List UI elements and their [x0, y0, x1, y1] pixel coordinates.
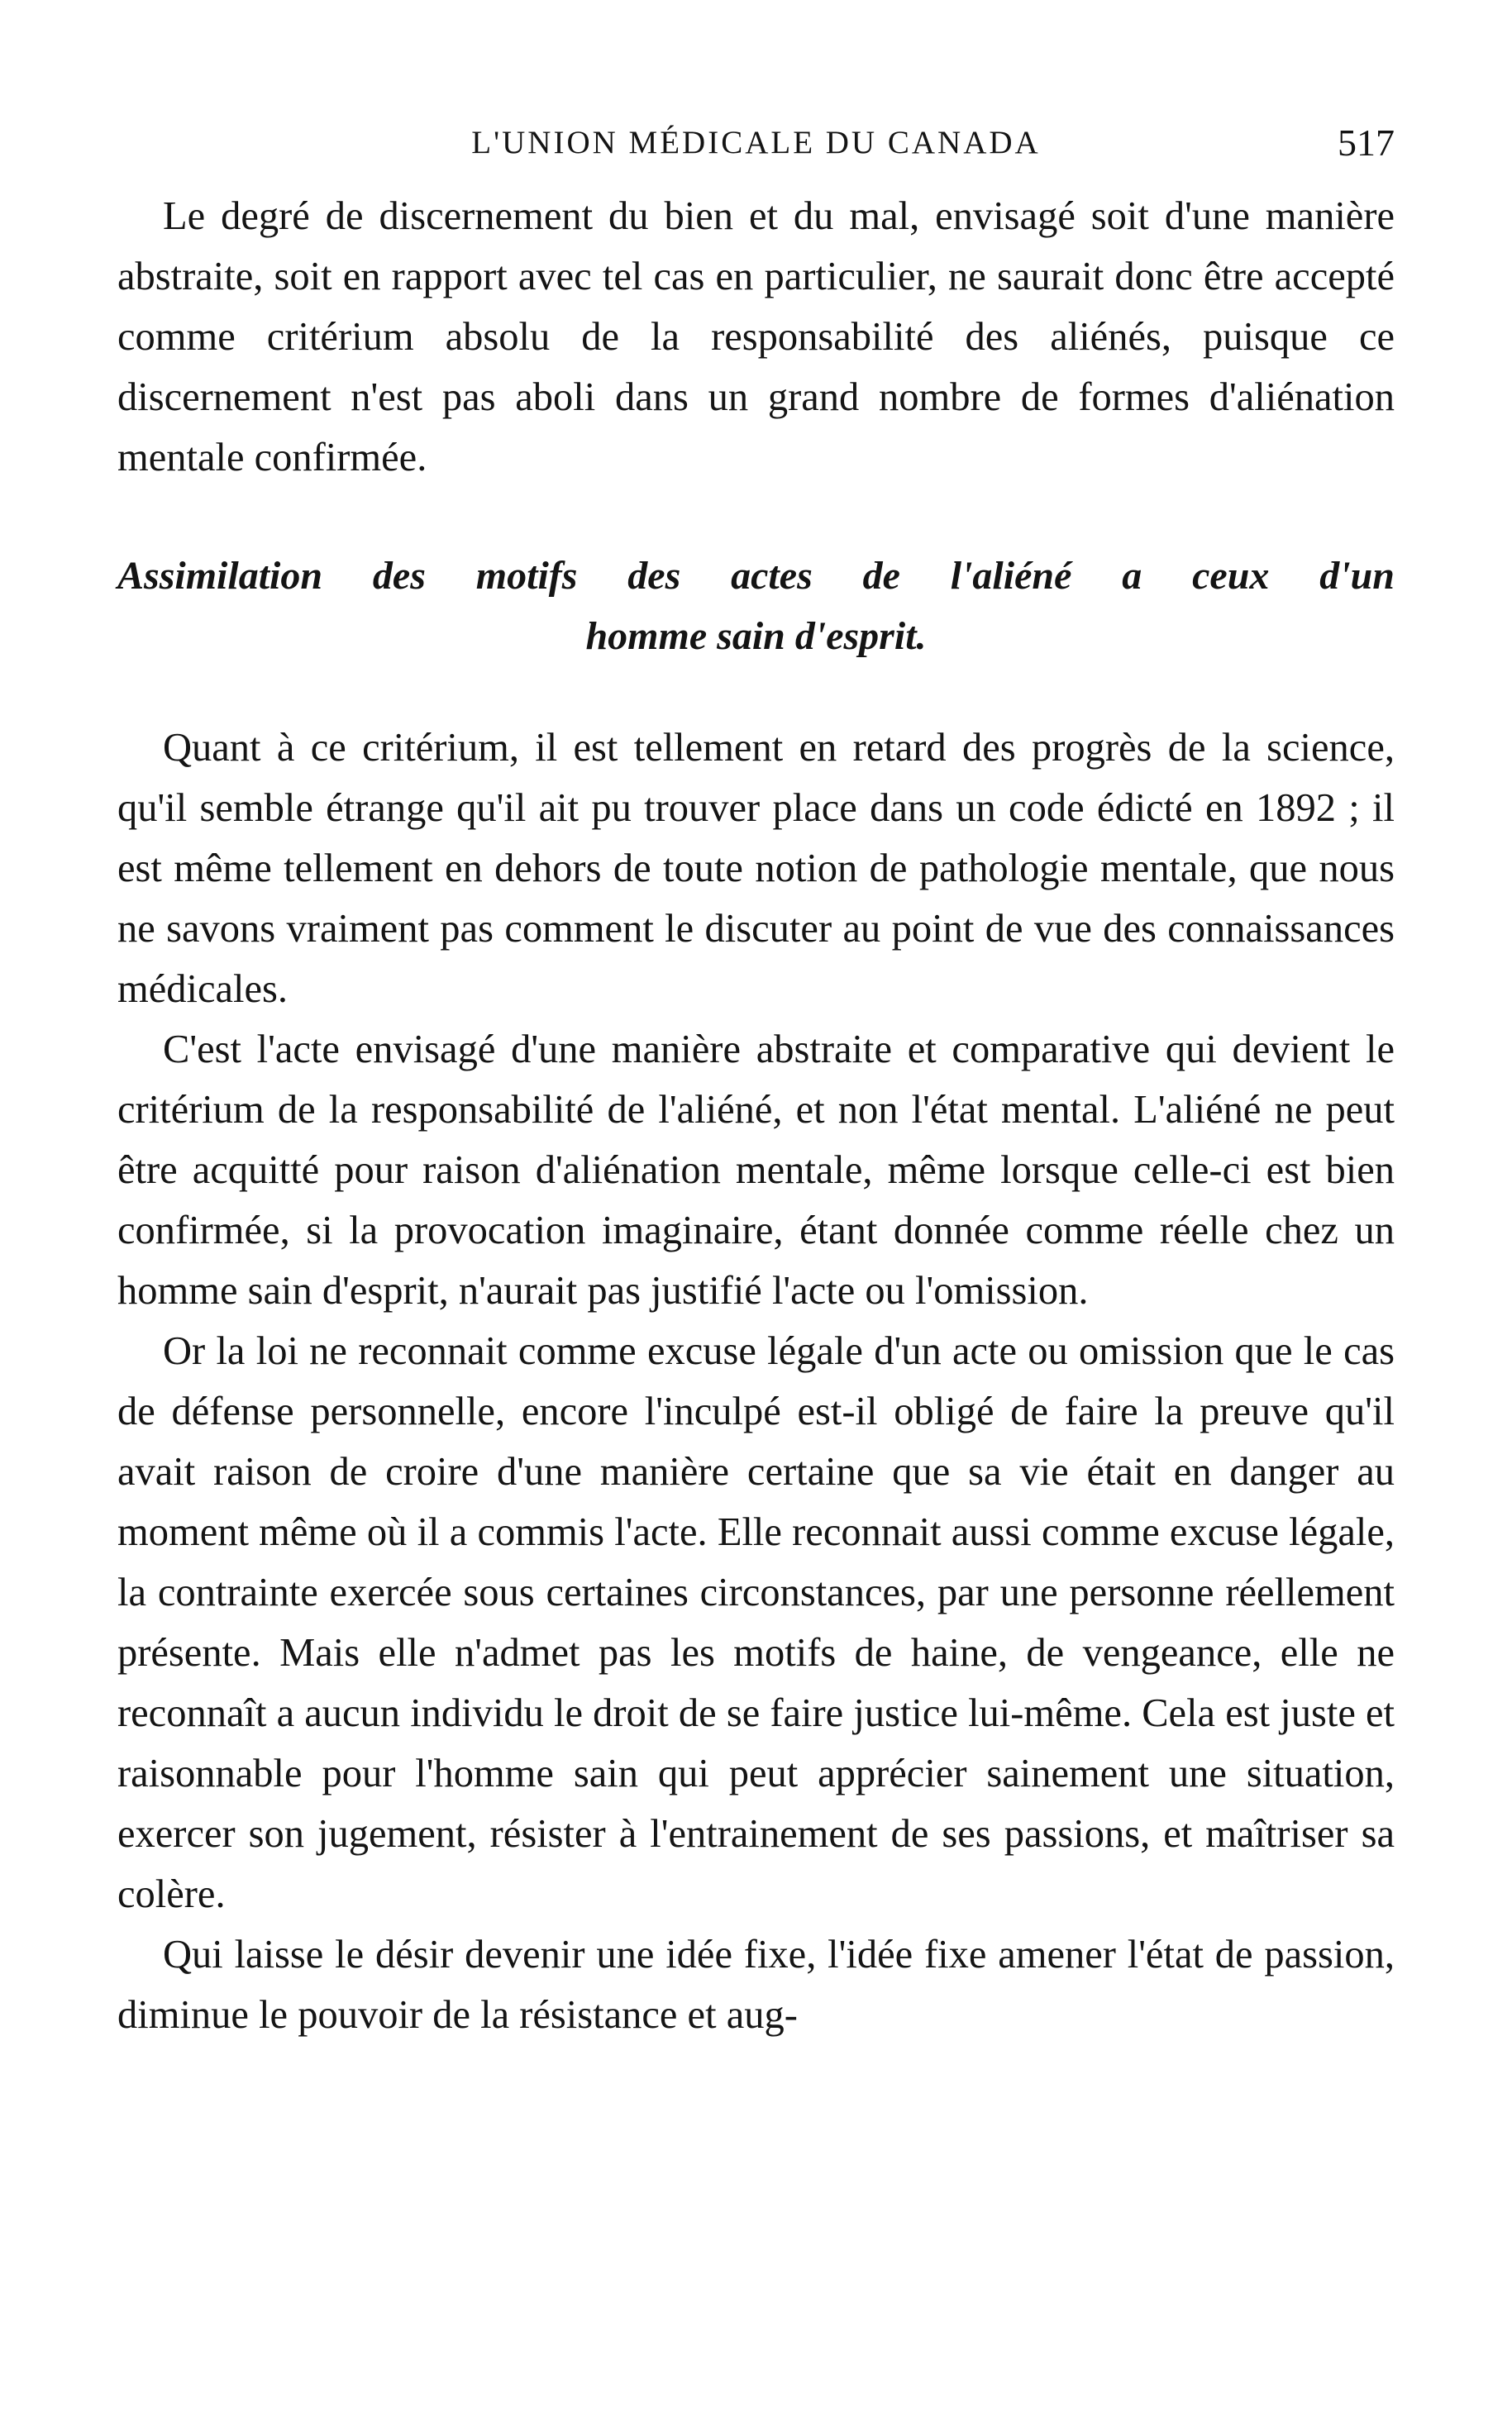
section-heading-line-2: homme sain d'esprit.: [585, 614, 927, 658]
running-header: [117, 116, 1395, 182]
section-heading: [117, 546, 1395, 666]
paragraph-acte-abstrait: C'est l'acte envisagé d'une manière abstraite et comparative qui devient le critérium de la responsabilité de l'aliéné, et non l'état mental. L'aliéné ne peut être acquitté pour raison d'aliénation mentale, même lorsque celle-ci est bien confirmée, si la provocation imaginaire, étant donnée comme réelle chez un homme sain d'esprit, n'aurait pas justifié l'acte ou l'omission.: [117, 1028, 1395, 1313]
running-title: L'UNION MÉDICALE DU CANADA: [471, 125, 1041, 160]
section-heading-line-1: Assimilation des motifs des actes de l'aliéné a ceux d'un: [117, 554, 1395, 598]
page-number: 517: [1338, 122, 1395, 164]
paragraph-idee-fixe: Qui laisse le désir devenir une idée fixe, l'idée fixe amener l'état de passion, diminue le pouvoir de la résistance et aug-: [117, 1933, 1395, 2037]
paragraph-critere: Quant à ce critérium, il est tellement en retard des progrès de la science, qu'il semble étrange qu'il ait pu trouver place dans un code édicté en 1892 ; il est même tellement en dehors de toute notion de pathologie mentale, que nous ne savons vraiment pas comment le discuter au point de vue des connaissances médicales.: [117, 726, 1395, 1011]
paragraph-excuse-legale: Or la loi ne reconnait comme excuse légale d'un acte ou omission que le cas de défense personnelle, encore l'inculpé est-il obligé de faire la preuve qu'il avait raison de croire d'une manière certaine que sa vie était en danger au moment même où il a commis l'acte. Elle reconnait aussi comme excuse légale, la contrainte exercée sous certaines circonstances, par une personne réellement présente. Mais elle n'admet pas les motifs de haine, de vengeance, elle ne reconnaît a aucun individu le droit de se faire justice lui-même. Cela est juste et raisonnable pour l'homme sain qui peut apprécier sainement une situation, exercer son jugement, résister à l'entrainement de ses passions, et maîtriser sa colère.: [117, 1329, 1395, 1916]
book-page: [117, 116, 1395, 2045]
paragraph-discernement: Le degré de discernement du bien et du mal, envisagé soit d'une manière abstraite, soit en rapport avec tel cas en particulier, ne saurait donc être accepté comme critérium absolu de la responsabilité des aliénés, puisque ce discernement n'est pas aboli dans un grand nombre de formes d'aliénation mentale confirmée.: [117, 194, 1395, 479]
